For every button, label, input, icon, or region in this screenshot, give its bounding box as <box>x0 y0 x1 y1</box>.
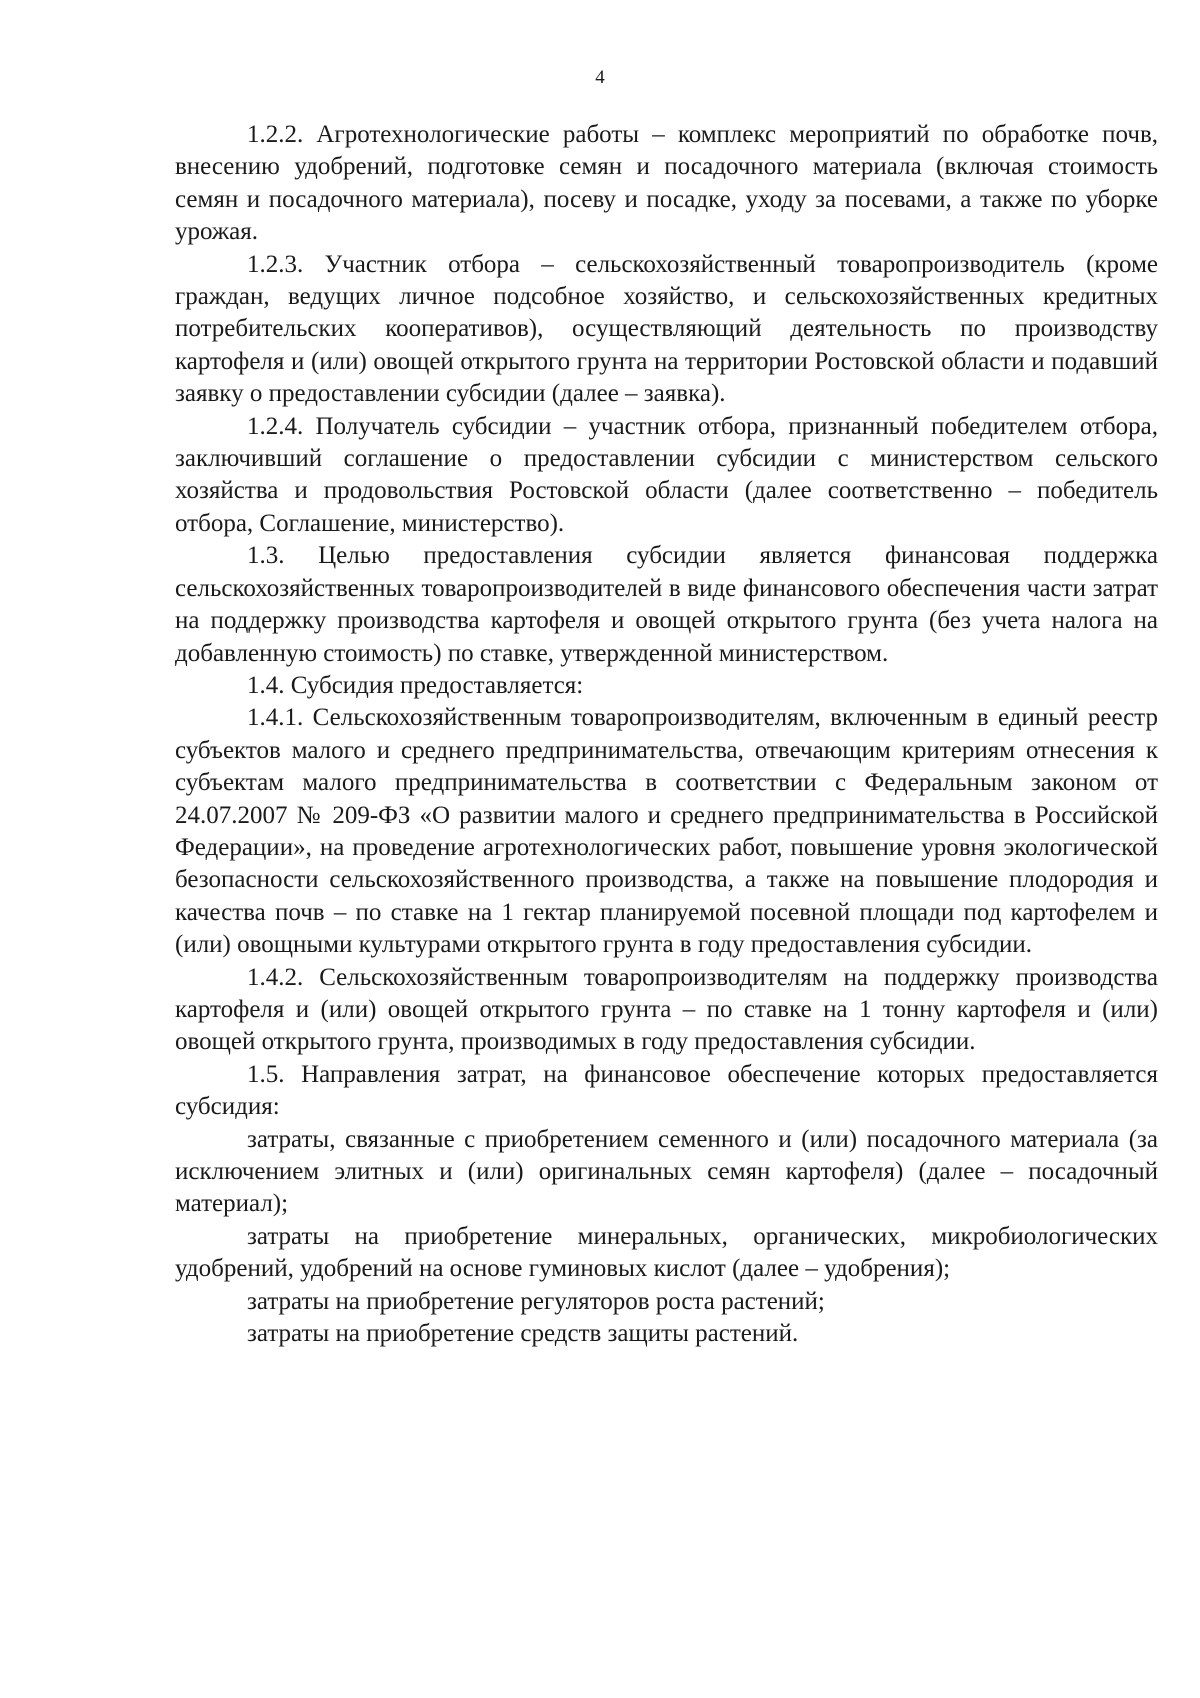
list-item-planting-material: затраты, связанные с приобретением семенного и (или) посадочного материала (за исключением элитных и (или) оригинальных семян картофеля) (далее – посадочный материал); <box>175 1125 1158 1218</box>
paragraph-1-4-1: 1.4.1. Сельскохозяйственным товаропроизводителям, включенным в единый реестр субъектов малого и среднего предпринимательства, отвечающим критериям отнесения к субъектам малого предпринимательства в соответствии с Федеральным законом от 24.07.2007 № 209-ФЗ «О развитии малого и среднего предпринимательства в Российской Федерации», на проведение агротехнологических работ, повышение уровня экологической безопасности сельскохозяйственного производства, а также на повышение плодородия и качества почв – по ставке на 1 гектар планируемой посевной площади под картофелем и (или) овощными культурами открытого грунта в году предоставления субсидии. <box>175 704 1158 959</box>
paragraph-1-2-2: 1.2.2. Агротехнологические работы – комплекс мероприятий по обработке почв, внесению удобрений, подготовке семян и посадочного материала (включая стоимость семян и посадочного материала), посеву и посадке, уходу за посевами, а также по уборке урожая. <box>175 121 1158 246</box>
paragraph-1-2-3: 1.2.3. Участник отбора – сельскохозяйственный товаропроизводитель (кроме граждан, ведущих личное подсобное хозяйство, и сельскохозяйственных кредитных потребительских кооперативов), осуществляющий деятельность по производству картофеля и (или) овощей открытого грунта на территории Ростовской области и подавший заявку о предоставлении субсидии (далее – заявка). <box>175 250 1158 408</box>
page-number: 4 <box>595 67 605 88</box>
list-item-growth-regulators: затраты на приобретение регуляторов роста растений; <box>247 1287 825 1315</box>
paragraph-1-4: 1.4. Субсидия предоставляется: <box>247 671 584 699</box>
paragraph-1-3: 1.3. Целью предоставления субсидии является финансовая поддержка сельскохозяйственных товаропроизводителей в виде финансового обеспечения части затрат на поддержку производства картофеля и овощей открытого грунта (без учета налога на добавленную стоимость) по ставке, утвержденной министерством. <box>175 542 1158 667</box>
list-item-plant-protection: затраты на приобретение средств защиты растений. <box>247 1320 799 1348</box>
list-item-fertilizers: затраты на приобретение минеральных, органических, микробиологических удобрений, удобрений на основе гуминовых кислот (далее – удобрения); <box>175 1222 1158 1283</box>
paragraph-1-5: 1.5. Направления затрат, на финансовое обеспечение которых предоставляется субсидия: <box>175 1060 1158 1121</box>
document-body <box>175 119 1158 1350</box>
paragraph-1-4-2: 1.4.2. Сельскохозяйственным товаропроизводителям на поддержку производства картофеля и (или) овощей открытого грунта – по ставке на 1 тонну картофеля и (или) овощей открытого грунта, производимых в году предоставления субсидии. <box>175 963 1158 1056</box>
paragraph-1-2-4: 1.2.4. Получатель субсидии – участник отбора, признанный победителем отбора, заключивший соглашение о предоставлении субсидии с министерством сельского хозяйства и продовольствия Ростовской области (далее соответственно – победитель отбора, Соглашение, министерство). <box>175 412 1158 537</box>
